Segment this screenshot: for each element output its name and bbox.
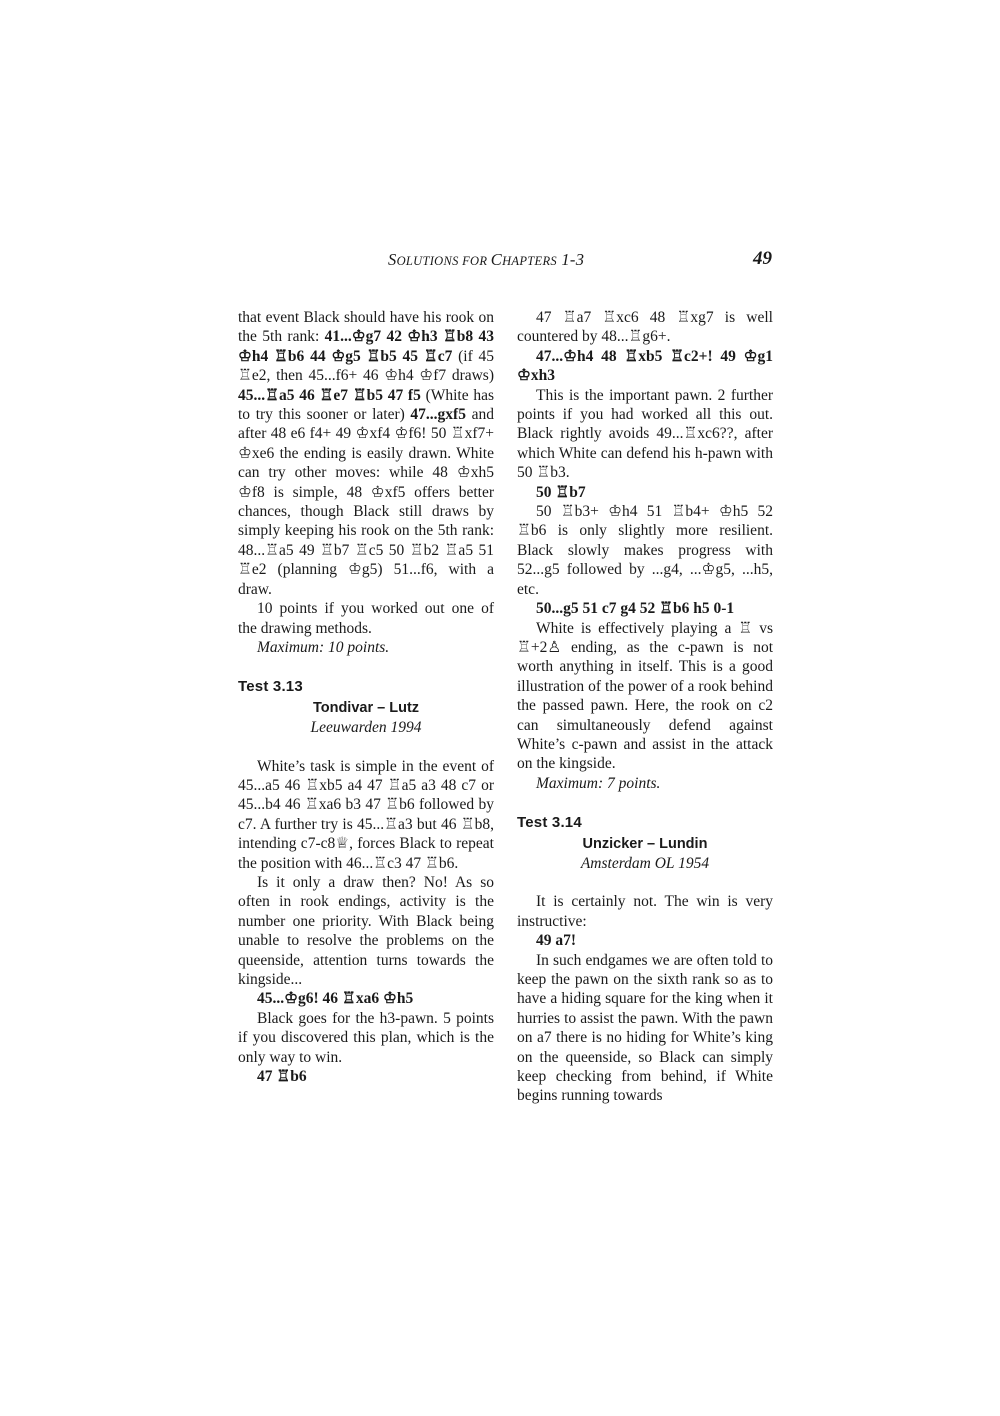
paragraph: It is certainly not. The win is very instructive: xyxy=(517,893,773,930)
move-line: 50...g5 51 c7 g4 52 ♖b6 h5 0-1 xyxy=(536,600,735,618)
move-line: 49 a7! xyxy=(536,932,577,950)
moves-bold: 45...♖a5 46 ♖e7 ♖b5 47 f5 xyxy=(238,386,421,404)
text-span: (if 45 ♖e2, then 45...f6+ 46 ♔h4 ♔f7 draws) xyxy=(238,347,494,385)
move-line: 45...♔g6! 46 ♖xa6 ♔h5 xyxy=(257,990,414,1008)
left-column xyxy=(238,308,494,1086)
paragraph xyxy=(238,308,494,599)
moves-bold: 47...gxf5 xyxy=(410,406,466,424)
page-header xyxy=(238,250,772,274)
running-head-smallcaps-2: HAPTERS xyxy=(502,254,557,268)
paragraph: Is it only a draw then? No! As so often in rook endings, activity is the number one priority. With Black being unable to resolve the problems on the queenside, attention turns towards the kingside... xyxy=(238,873,494,988)
running-head xyxy=(388,250,584,270)
maximum-points: Maximum: 7 points. xyxy=(536,774,661,792)
paragraph: 10 points if you worked out one of the drawing methods. xyxy=(238,600,494,637)
running-head-initial-2: C xyxy=(490,250,503,269)
paragraph: White’s task is simple in the event of 45...a5 46 ♖xb5 a4 47 ♖a5 a3 48 c7 or 45...b4 46 ♖xa6 b3 47 ♖b6 followed by c7. A further try is 45...♖a3 but 46 ♖b8, intending c7-c8♕, forces Black to repeat the position with 46...♖c3 47 ♖b6. xyxy=(238,757,494,872)
game-event: Leeuwarden 1994 xyxy=(310,719,422,737)
test-heading: Test 3.13 xyxy=(238,678,303,696)
running-head-suffix: 1-3 xyxy=(556,250,585,269)
paragraph: 47 ♖a7 ♖xc6 48 ♖xg7 is well countered by 48...♖g6+. xyxy=(517,309,773,346)
text-span: and after 48 e6 f4+ 49 ♔xf4 ♔f6! 50 ♖xf7+ ♔xe6 the ending is easily drawn. White can try other moves: while 48 ♔xh5 ♔f8 is simple, 48 ♔xf5 offers better chances, though Black still draws by simply keeping his rook on the 5th rank: 48...♖a5 49 ♖b7 ♖c5 50 ♖b2 ♖a5 51 ♖e2 (planning ♔g5) 51...f6, with a draw. xyxy=(238,406,494,598)
paragraph: Black goes for the h3-pawn. 5 points if you discovered this plan, which is the only way to win. xyxy=(238,1009,494,1066)
page-number: 49 xyxy=(753,248,772,269)
move-line: 47 ♖b6 xyxy=(257,1068,307,1086)
game-players: Tondivar – Lutz xyxy=(312,699,420,716)
text-span: that event Black should have his rook on the 5th rank: xyxy=(238,309,494,346)
paragraph: 50 ♖b3+ ♔h4 51 ♖b4+ ♔h5 52 ♖b6 is only slightly more resilient. Black slowly makes progress with 52...g5 followed by ...g4, ...♔g5, ...h5, etc. xyxy=(517,503,773,598)
running-head-initial: S xyxy=(388,250,397,269)
running-head-smallcaps: OLUTIONS FOR xyxy=(396,254,491,268)
paragraph: This is the important pawn. 2 further points if you had worked all this out. Black rightly avoids 49...♖xc6??, after which White can defend his h-pawn with 50 ♖b3. xyxy=(517,386,773,482)
moves-bold: 41...♔g7 42 ♔h3 ♖b8 43 ♔h4 ♖b6 44 ♔g5 ♖b5 45 ♖c7 xyxy=(238,328,495,365)
game-players: Unzicker – Lundin xyxy=(582,835,708,852)
move-line: 50 ♖b7 xyxy=(536,483,586,501)
paragraph: In such endgames we are often told to keep the pawn on the sixth rank so as to have a hiding square for the king when it hurries to assist the pawn. With the pawn on a7 there is no hiding for White’s king on the queenside, so Black can simply keep checking from behind, if White begins running towards xyxy=(517,951,773,1105)
right-column xyxy=(517,308,773,1106)
maximum-points: Maximum: 10 points. xyxy=(257,638,390,656)
text-span: (White has to try this sooner or later) xyxy=(238,386,494,424)
paragraph: White is effectively playing a ♖ vs ♖+2♙ ending, as the c-pawn is not worth anything in itself. This is a good illustration of the power of a rook behind the passed pawn. Here, the rook on c2 can simultaneously defend against White’s c-pawn and assist in the attack on the kingside. xyxy=(517,619,773,773)
move-line: 47...♔h4 48 ♖xb5 ♖c2+! 49 ♔g1 ♔xh3 xyxy=(517,347,773,385)
game-event: Amsterdam OL 1954 xyxy=(580,854,710,872)
test-heading: Test 3.14 xyxy=(517,814,582,832)
